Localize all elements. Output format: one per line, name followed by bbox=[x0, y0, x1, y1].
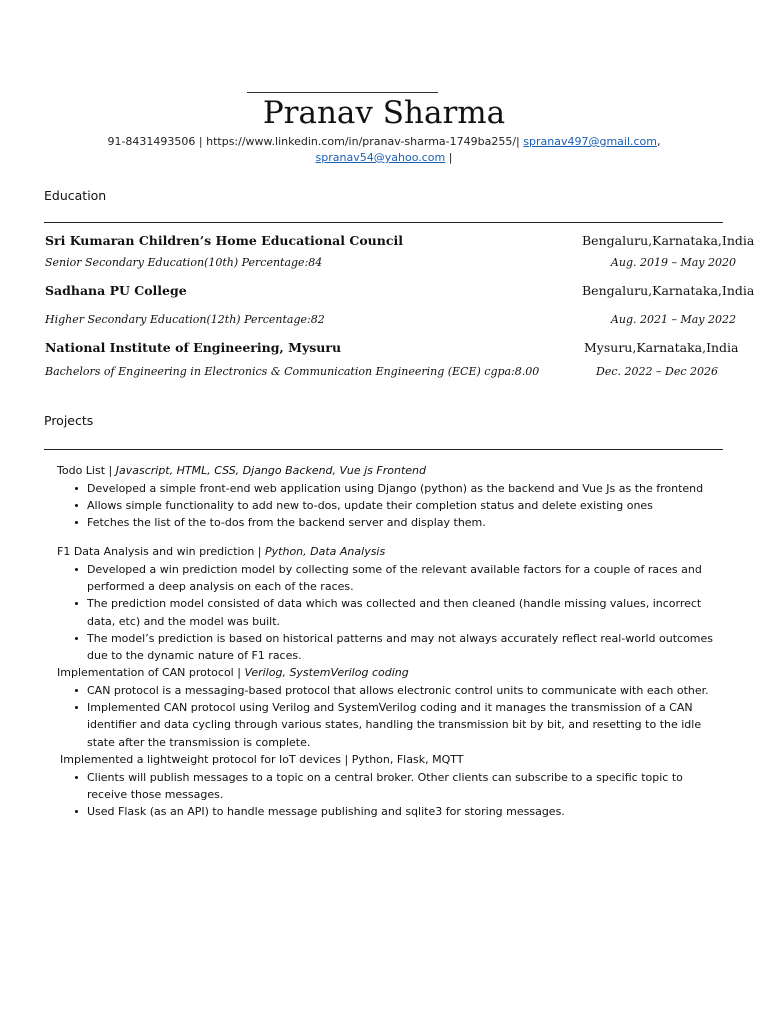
project-name: F1 Data Analysis and win prediction bbox=[57, 545, 255, 558]
education-heading: Education bbox=[44, 188, 107, 203]
project-bullets bbox=[75, 561, 725, 664]
bullet-item: The model’s prediction is based on historical patterns and may not always accurately reflect real-world outcomes due to the dynamic nature of F1 races. bbox=[75, 630, 725, 664]
project-tech: Verilog, SystemVerilog coding bbox=[244, 666, 409, 679]
bullet-item: Developed a simple front-end web application using Django (python) as the backend and Vue Js as the frontend bbox=[75, 480, 725, 497]
education-divider bbox=[44, 222, 723, 223]
project-separator: | bbox=[341, 753, 352, 766]
project-heading bbox=[57, 665, 409, 680]
project-name: Implemented a lightweight protocol for IoT devices bbox=[60, 753, 342, 766]
bullet-item: Clients will publish messages to a topic on a central broker. Other clients can subscribe to a specific topic to receive those messages. bbox=[75, 769, 725, 803]
contact-line-2 bbox=[0, 150, 768, 166]
contact-trailer: | bbox=[445, 151, 453, 164]
contact-line-1 bbox=[0, 134, 768, 150]
bullet-item: Used Flask (as an API) to handle message publishing and sqlite3 for storing messages. bbox=[75, 803, 725, 820]
bullet-item: The prediction model consisted of data which was collected and then cleaned (handle missing values, incorrect data, etc) and the model was built. bbox=[75, 595, 725, 629]
education-degree: Senior Secondary Education(10th) Percentage:84 bbox=[45, 256, 323, 269]
project-heading bbox=[57, 463, 426, 478]
education-location: Bengaluru,Karnataka,India bbox=[582, 233, 755, 248]
project-heading bbox=[57, 544, 385, 559]
project-separator: | bbox=[254, 545, 266, 558]
education-location: Bengaluru,Karnataka,India bbox=[582, 283, 755, 298]
project-heading bbox=[60, 752, 463, 767]
project-separator: | bbox=[233, 666, 245, 679]
project-bullets bbox=[75, 769, 725, 821]
project-tech: Javascript, HTML, CSS, Django Backend, Vue js Frontend bbox=[115, 464, 426, 477]
education-institution: National Institute of Engineering, Mysuru bbox=[45, 340, 342, 355]
education-degree: Higher Secondary Education(12th) Percentage:82 bbox=[45, 313, 325, 326]
education-institution: Sri Kumaran Children’s Home Educational Council bbox=[45, 233, 403, 248]
education-dates: Aug. 2021 – May 2022 bbox=[610, 313, 736, 326]
candidate-name: Pranav Sharma bbox=[262, 95, 506, 131]
email-link-gmail[interactable]: spranav497@gmail.com bbox=[523, 135, 658, 148]
education-dates: Dec. 2022 – Dec 2026 bbox=[596, 365, 718, 378]
contact-separator: , bbox=[657, 135, 661, 148]
projects-heading: Projects bbox=[44, 413, 94, 428]
bullet-item: Allows simple functionality to add new to-dos, update their completion status and delete existing ones bbox=[75, 497, 725, 514]
education-dates: Aug. 2019 – May 2020 bbox=[610, 256, 736, 269]
project-tech: Python, Flask, MQTT bbox=[351, 753, 464, 766]
education-location: Mysuru,Karnataka,India bbox=[584, 340, 739, 355]
project-name: Implementation of CAN protocol bbox=[57, 666, 234, 679]
projects-divider bbox=[44, 449, 723, 450]
top-divider bbox=[247, 92, 438, 93]
project-separator: | bbox=[105, 464, 116, 477]
bullet-item: CAN protocol is a messaging-based protocol that allows electronic control units to communicate with each other. bbox=[75, 682, 725, 699]
education-degree: Bachelors of Engineering in Electronics & Communication Engineering (ECE) cgpa:8.00 bbox=[45, 365, 540, 378]
bullet-item: Implemented CAN protocol using Verilog and SystemVerilog coding and it manages the transmission of a CAN identifier and data cycling through various states, handling the transmission bit by bit, and resetting to the idle state after the transmission is complete. bbox=[75, 699, 725, 751]
bullet-item: Developed a win prediction model by collecting some of the relevant available factors for a couple of races and performed a deep analysis on each of the races. bbox=[75, 561, 725, 595]
project-bullets bbox=[75, 480, 725, 532]
project-tech: Python, Data Analysis bbox=[265, 545, 386, 558]
contact-text: 91-8431493506 | https://www.linkedin.com/in/pranav-sharma-1749ba255/| bbox=[107, 135, 524, 148]
project-name: Todo List bbox=[57, 464, 106, 477]
email-link-yahoo[interactable]: spranav54@yahoo.com bbox=[315, 151, 446, 164]
project-bullets bbox=[75, 682, 725, 751]
bullet-item: Fetches the list of the to-dos from the backend server and display them. bbox=[75, 514, 725, 531]
education-institution: Sadhana PU College bbox=[45, 283, 187, 298]
